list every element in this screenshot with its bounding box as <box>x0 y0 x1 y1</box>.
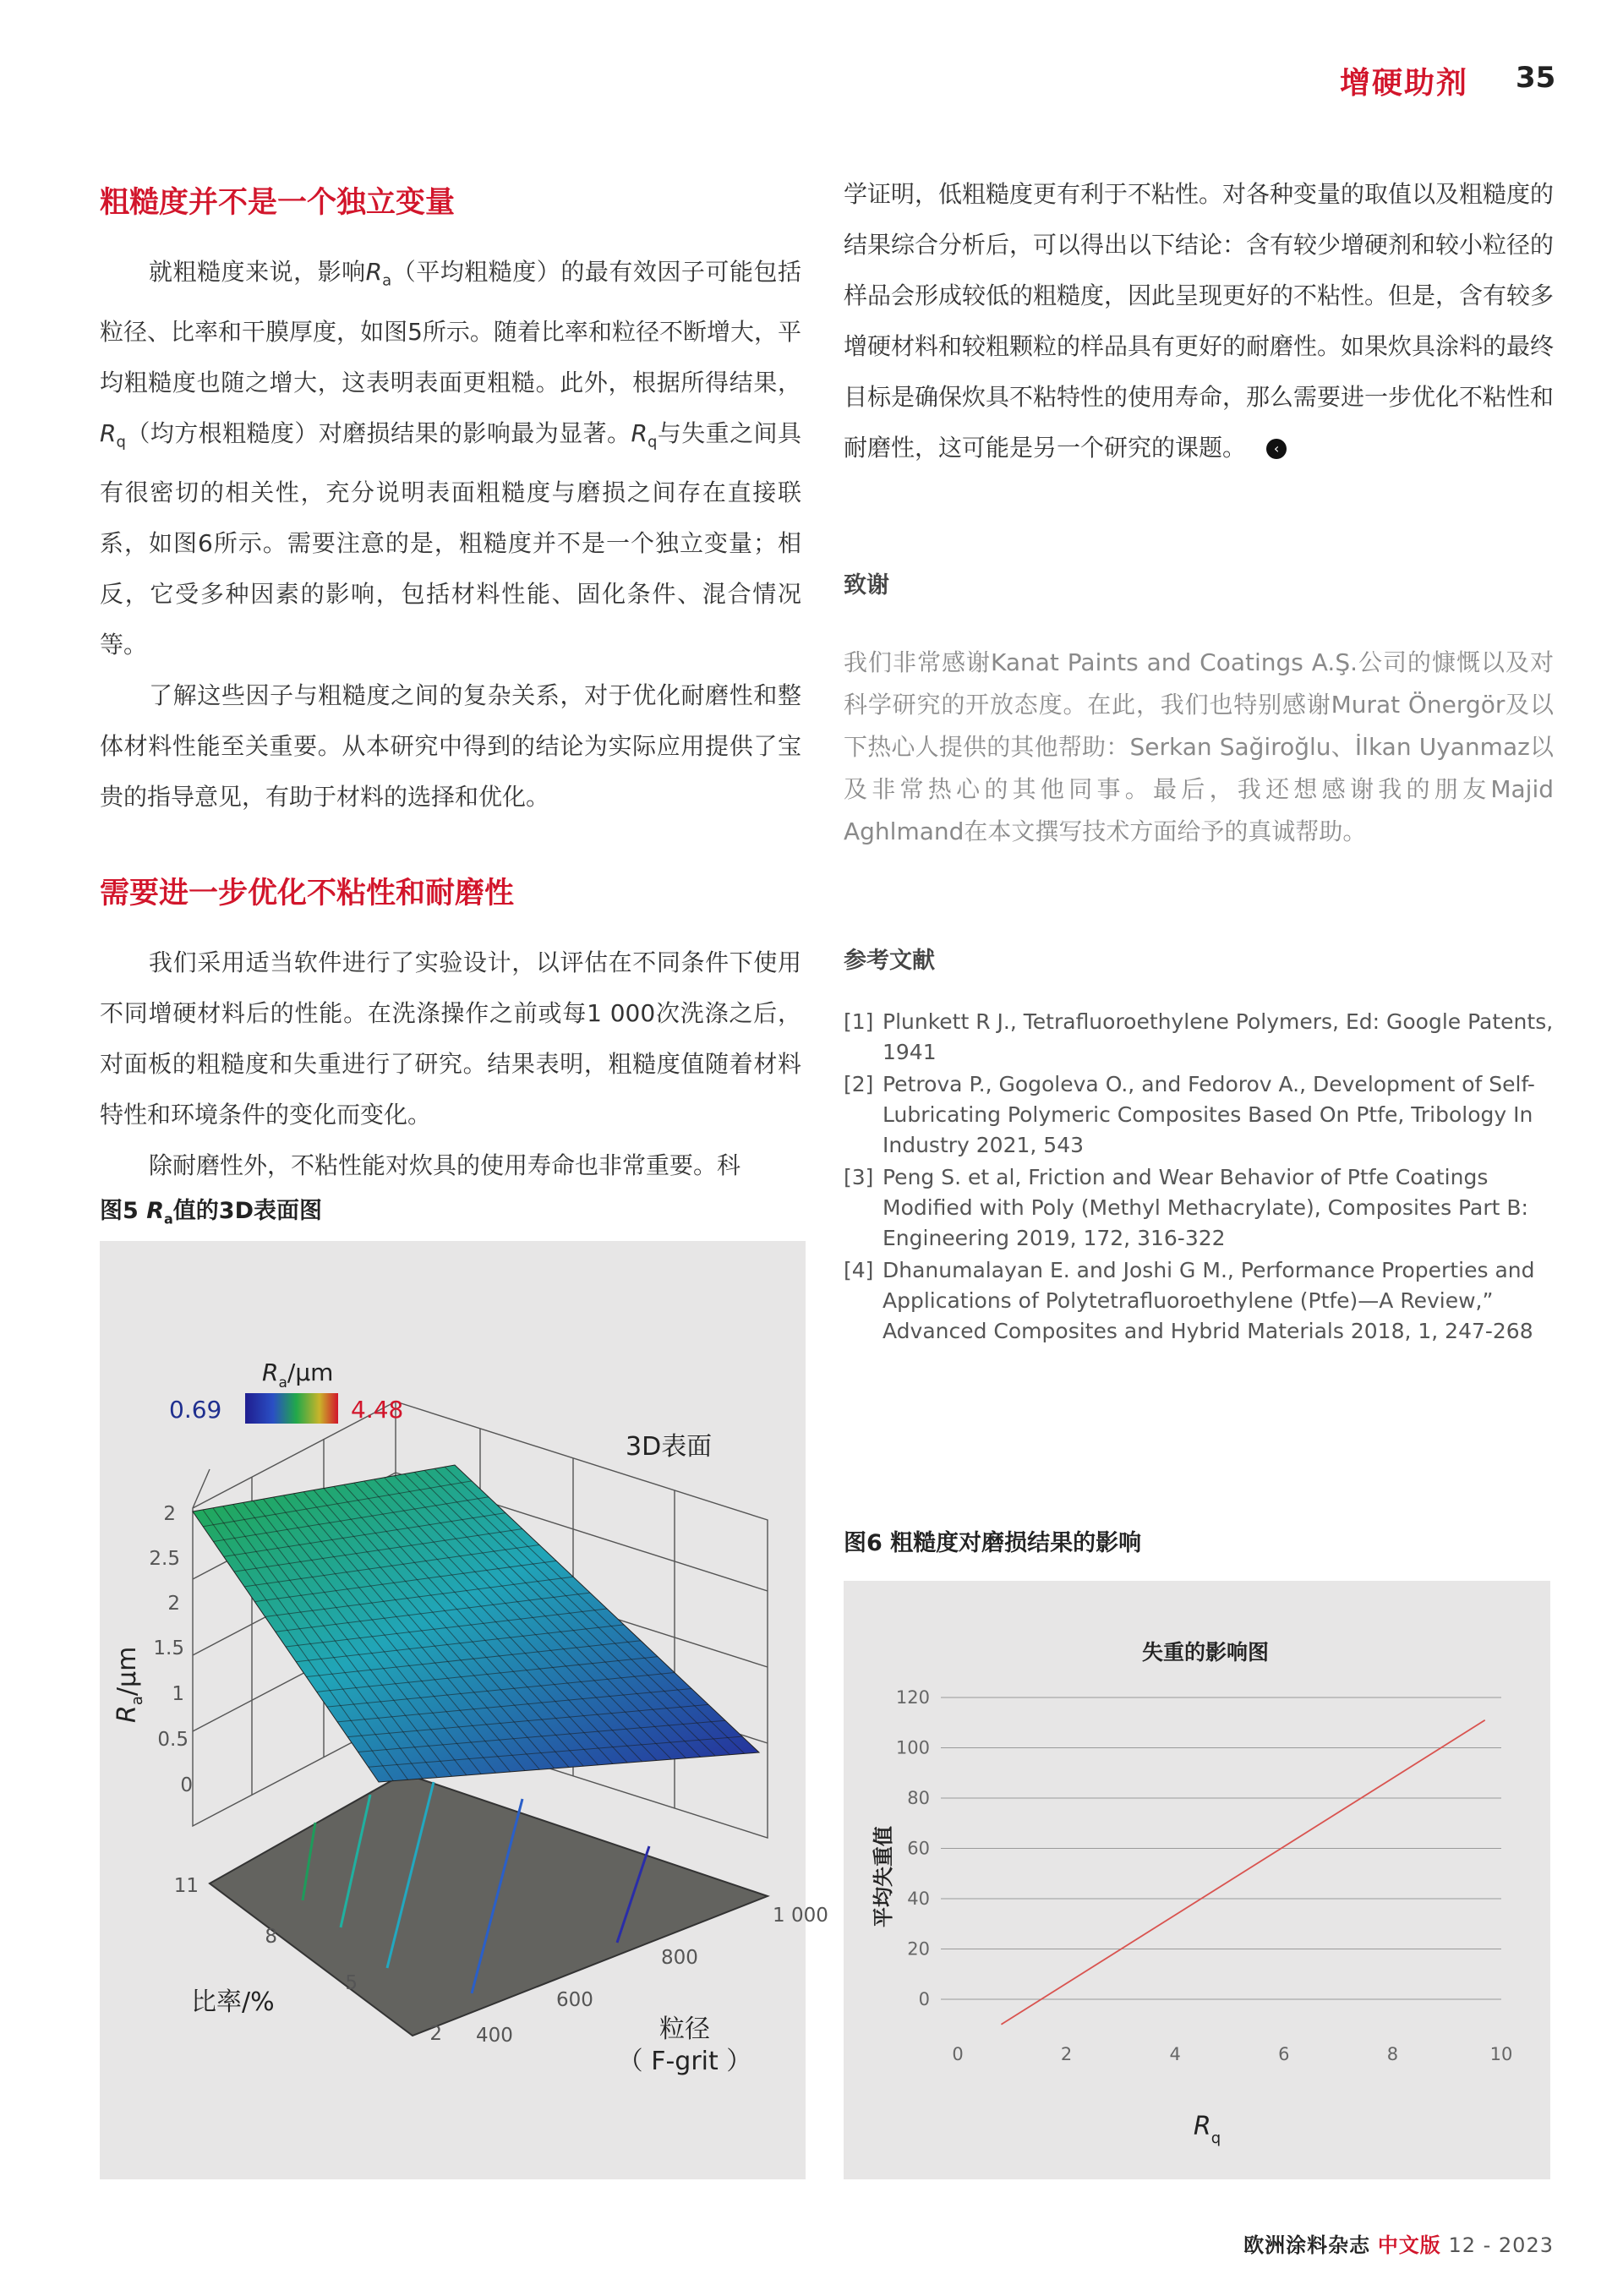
svg-text:2.5: 2.5 <box>149 1548 180 1570</box>
x-axis-label: $R_q$ <box>1193 2112 1221 2147</box>
figure5-3d-surface <box>100 1241 828 2179</box>
right-column <box>844 169 1554 1348</box>
figure5-svg <box>100 1241 828 2179</box>
surface-floor <box>210 1774 768 2036</box>
footer <box>1243 2228 1554 2258</box>
header-section-title: 增硬助剂 <box>1340 66 1469 101</box>
paragraph-roughness-2: 了解这些因子与粗糙度之间的复杂关系，对于优化耐磨性和整体材料性能至关重要。从本研究中得到的结论为实际应用提供了宝贵的指导意见，有助于材料的选择和优化。 <box>100 681 801 812</box>
figure6-caption: 图6 粗糙度对磨损结果的影响 <box>844 1530 1142 1556</box>
legend-title: $R_a/\mu m$ <box>262 1358 334 1391</box>
y-tick-label: 120 <box>895 1687 930 1708</box>
footer-issue: 12 - 2023 <box>1448 2233 1554 2257</box>
y-tick-label: 0 <box>918 1989 930 2009</box>
z-axis-label: $R_a/\mu m$ <box>112 1646 146 1723</box>
legend-max: 4.48 <box>351 1396 404 1424</box>
reference-item: [2] Petrova P., Gogoleva O., and Fedorov A., Development of Self-Lubricating Polymeric Composites Based On Ptfe, Tribology In Industry 2021, 543 <box>844 1072 1535 1157</box>
svg-text:1 000: 1 000 <box>773 1905 828 1927</box>
reference-item: [3] Peng S. et al, Friction and Wear Behavior of Ptfe Coatings Modified with Poly (Methyl Methacrylate), Composites Part B: Engineering 2019, 172, 316-322 <box>844 1165 1528 1250</box>
y-axis-label: 平均失重值 <box>872 1826 895 1927</box>
svg-text:2: 2 <box>429 2023 442 2045</box>
ratio-axis-label: 比率/% <box>191 1987 275 2017</box>
figure6-chart <box>844 1581 1550 2179</box>
footer-edition: 中文版 <box>1377 2233 1441 2257</box>
y-tick-label: 80 <box>907 1788 930 1808</box>
reference-item: [4] Dhanumalayan E. and Joshi G M., Performance Properties and Applications of Polytetrafluoroethylene (Ptfe)—A Review,” Advanced Composites and Hybrid Materials 2018, 1, 247-268 <box>844 1258 1535 1343</box>
section-heading-roughness: 粗糙度并不是一个独立变量 <box>100 186 456 220</box>
footer-magazine: 欧洲涂料杂志 <box>1243 2233 1371 2257</box>
section-heading-optimize: 需要进一步优化不粘性和耐磨性 <box>100 877 515 911</box>
paragraph-optimize-2: 除耐磨性外，不粘性能对炊具的使用寿命也非常重要。科 <box>149 1151 741 1180</box>
legend-min: 0.69 <box>169 1396 222 1424</box>
svg-text:0.5: 0.5 <box>157 1729 189 1751</box>
svg-text:5: 5 <box>345 1972 358 1994</box>
figure6-svg <box>844 1581 1550 2179</box>
surface-label: 3D表面 <box>626 1432 713 1462</box>
figure5-caption: 图5 $R_a$值的3D表面图 <box>100 1198 322 1227</box>
grit-axis-unit: （ F-grit ） <box>617 2047 752 2076</box>
x-tick-label: 2 <box>1060 2044 1073 2064</box>
x-tick-label: 0 <box>952 2044 964 2064</box>
svg-text:8: 8 <box>265 1926 277 1948</box>
legend-colorbar <box>245 1393 338 1424</box>
references-heading: 参考文献 <box>844 948 935 974</box>
acknowledgement-text: 我们非常感谢Kanat Paints and Coatings A.Ş.公司的慷慨以及对科学研究的开放态度。在此，我们也特别感谢Murat Önergör及以下热心人提供的其他帮助：Serkan Sağiroğlu、İlkan Uyanmaz以及非常热心的其他同事。最后，我还想感谢我的朋友Majid Aghlmand在本文撰写技术方面给予的真诚帮助。 <box>844 648 1554 845</box>
grit-axis-label: 粒径 <box>659 2014 710 2044</box>
paragraph-conclusion: 学证明，低粗糙度更有利于不粘性。对各种变量的取值以及粗糙度的结果综合分析后，可以得出以下结论：含有较少增硬剂和较小粒径的样品会形成较低的粗糙度，因此呈现更好的不粘性。但是，含有较多增硬材料和较粗颗粒的样品具有更好的耐磨性。如果炊具涂料的最终目标是确保炊具不粘特性的使用寿命，那么需要进一步优化不粘性和耐磨性，这可能是另一个研究的课题。 ‹ <box>844 180 1555 462</box>
svg-text:600: 600 <box>556 1989 593 2011</box>
y-tick-label: 60 <box>907 1838 930 1859</box>
svg-text:2: 2 <box>167 1593 180 1615</box>
end-of-article-icon: ‹ <box>1266 439 1287 459</box>
x-tick-label: 4 <box>1169 2044 1181 2064</box>
z-axis-ticks <box>149 1503 193 1796</box>
y-tick-label: 40 <box>907 1889 930 1909</box>
svg-text:11: 11 <box>173 1875 199 1897</box>
references-list <box>844 1007 1554 1347</box>
svg-text:800: 800 <box>661 1947 698 1969</box>
svg-text:1.5: 1.5 <box>153 1637 184 1659</box>
acknowledgement-heading: 致谢 <box>844 572 889 599</box>
svg-text:2: 2 <box>163 1503 176 1525</box>
x-tick-label: 10 <box>1489 2044 1513 2064</box>
y-tick-label: 100 <box>895 1737 930 1758</box>
page-number: 35 <box>1516 61 1556 95</box>
svg-text:0: 0 <box>180 1774 193 1796</box>
paragraph-roughness-1: 就粗糙度来说，影响$R_a$（平均粗糙度）的最有效因子可能包括粒径、比率和干膜厚度，如图5所示。随着比率和粒径不断增大，平均粗糙度也随之增大，这表明表面更粗糙。此外，根据所得结果，$R_q$（均方根粗糙度）对磨损结果的影响最为显著。$R_q$与失重之间具有很密切的相关性，充分说明表面粗糙度与磨损之间存在直接联系，如图6所示。需要注意的是，粗糙度并不是一个独立变量；相反，它受多种因素的影响，包括材料性能、固化条件、混合情况等。 <box>100 258 801 659</box>
series-line <box>1001 1720 1484 2025</box>
svg-text:1: 1 <box>172 1683 184 1705</box>
y-tick-label: 20 <box>907 1938 930 1960</box>
reference-item: [1] Plunkett R J., Tetrafluoroethylene Polymers, Ed: Google Patents, 1941 <box>844 1009 1554 1064</box>
svg-text:400: 400 <box>476 2025 513 2047</box>
left-column <box>100 169 801 1191</box>
x-tick-label: 8 <box>1386 2044 1399 2064</box>
paragraph-optimize-1: 我们采用适当软件进行了实验设计，以评估在不同条件下使用不同增硬材料后的性能。在洗涤操作之前或每1 000次洗涤之后，对面板的粗糙度和失重进行了研究。结果表明，粗糙度值随着材料特性和环境条件的变化而变化。 <box>100 948 801 1129</box>
x-tick-label: 6 <box>1278 2044 1290 2064</box>
chart-title: 失重的影响图 <box>1141 1640 1270 1665</box>
